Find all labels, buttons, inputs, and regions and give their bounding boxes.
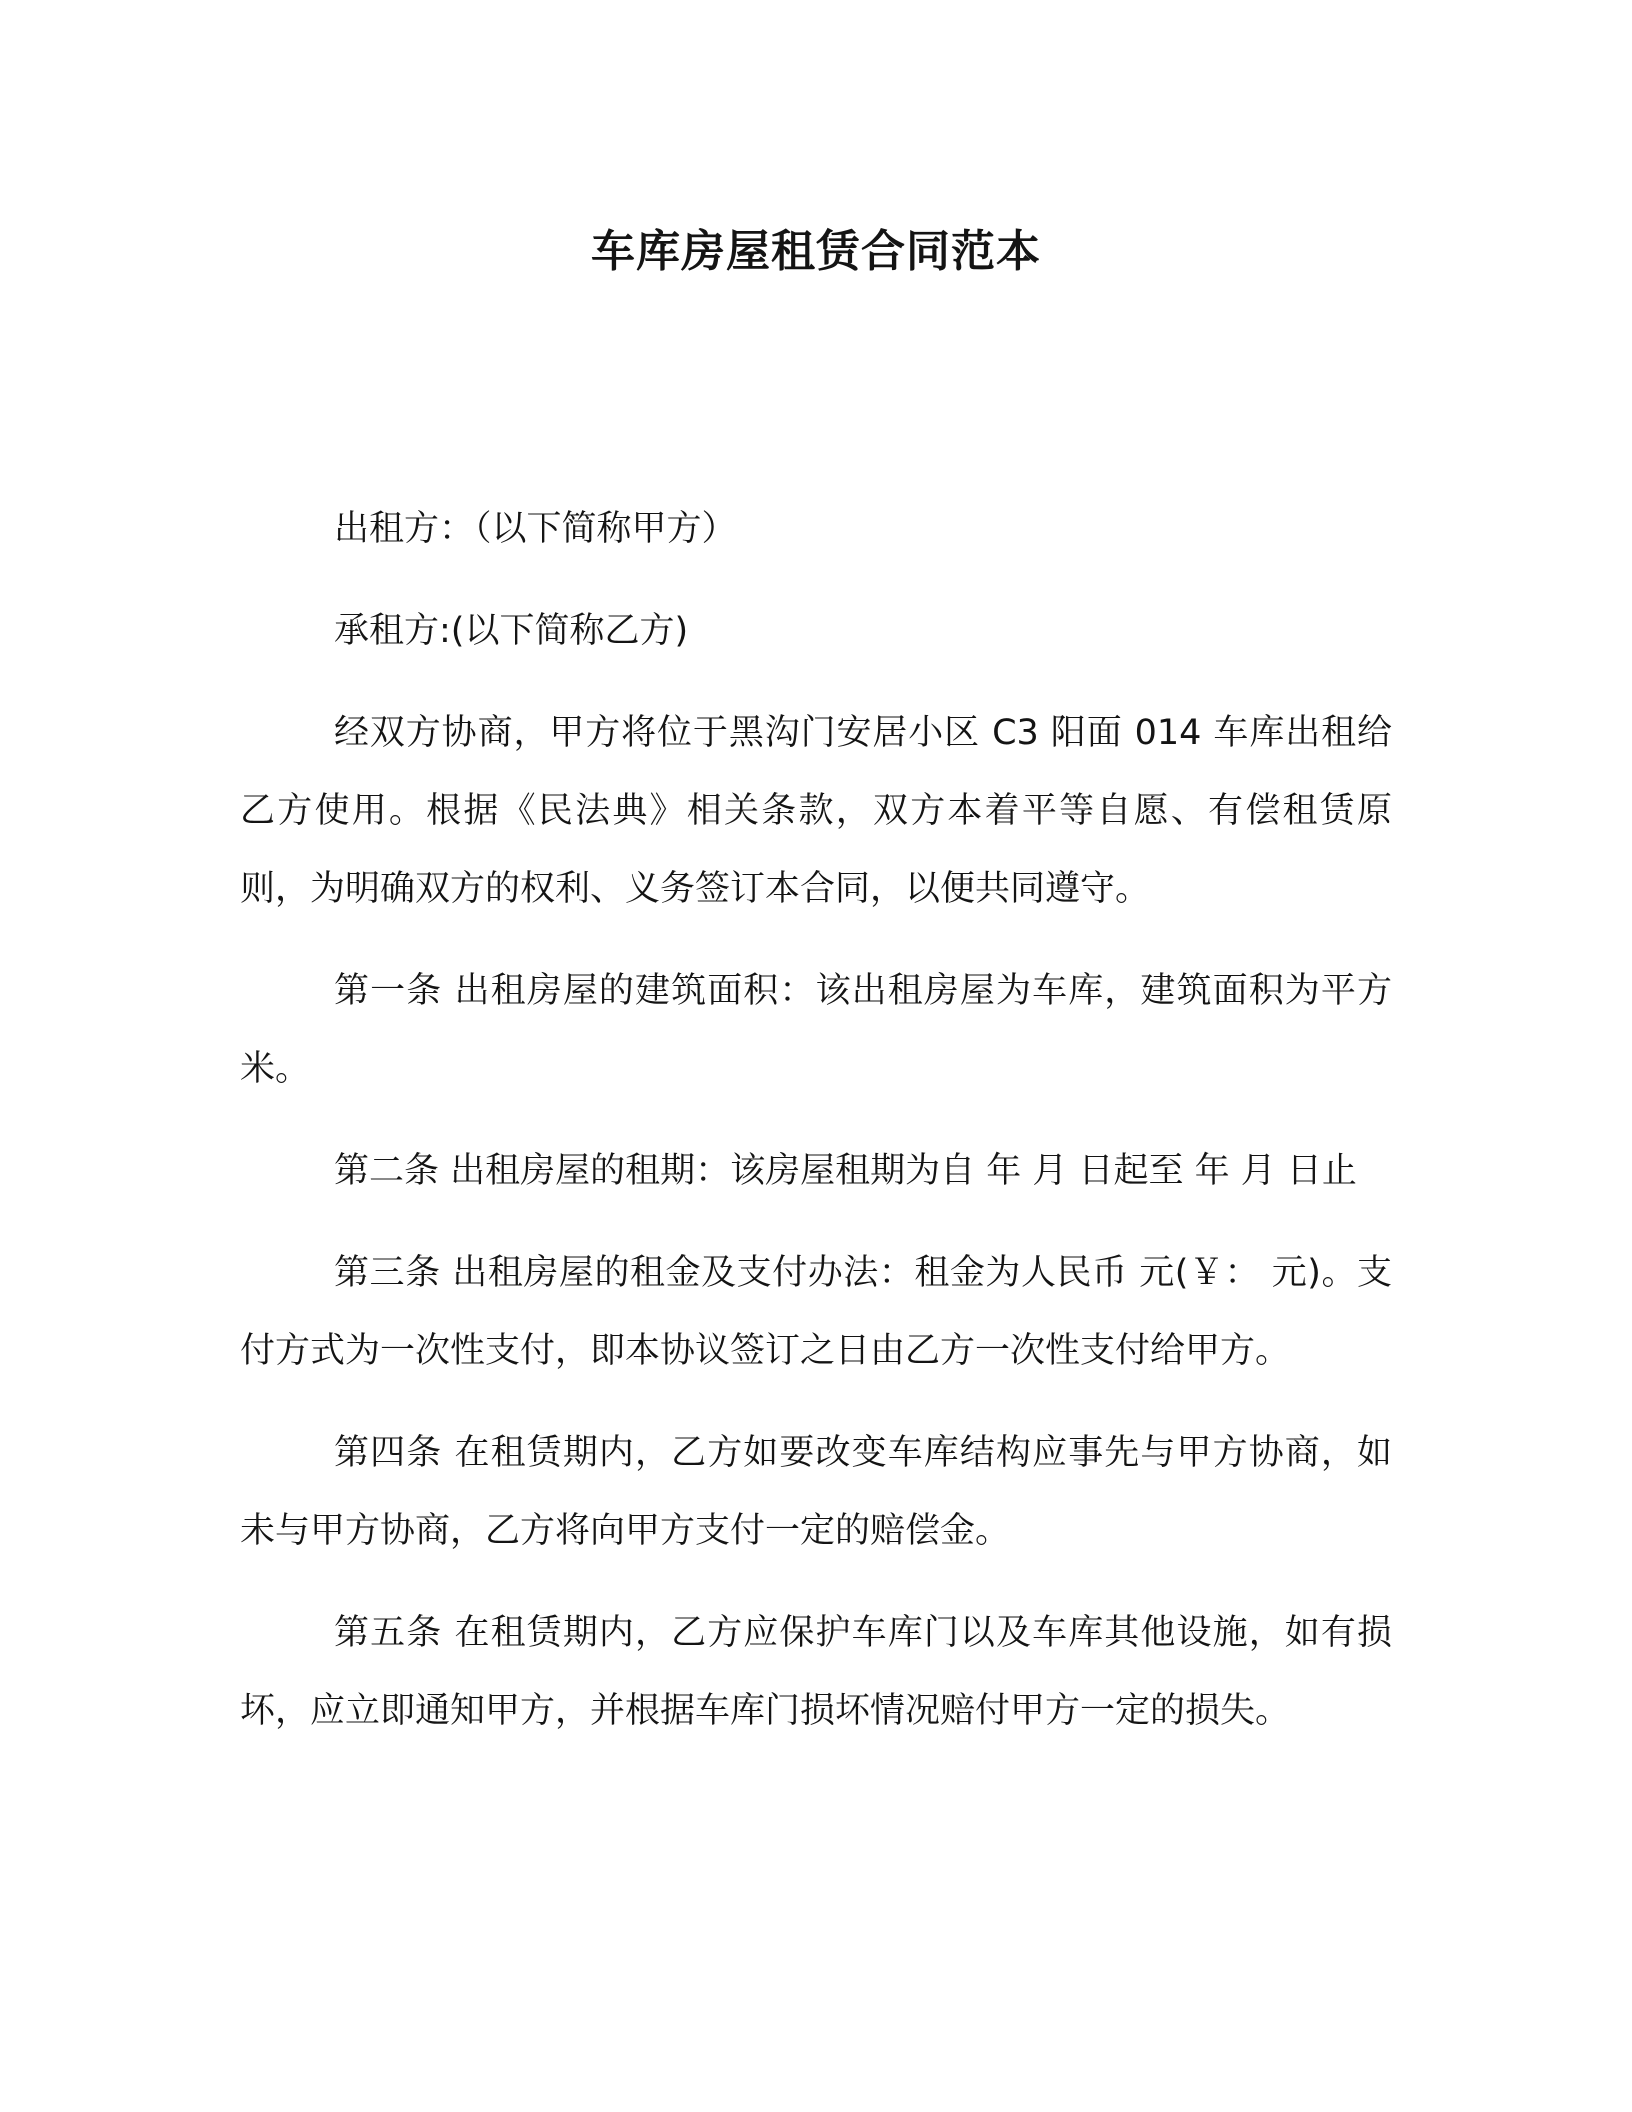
article-1-paragraph: 第一条 出租房屋的建筑面积：该出租房屋为车库，建筑面积为平方米。: [240, 971, 1392, 1089]
article-5-paragraph: 第五条 在租赁期内，乙方应保护车库门以及车库其他设施，如有损坏，应立即通知甲方，并根据车库门损坏情况赔付甲方一定的损失。: [240, 1613, 1392, 1731]
lessee-line: 承租方:(以下简称乙方): [334, 611, 689, 651]
article-3-paragraph: 第三条 出租房屋的租金及支付办法：租金为人民币 元(￥： 元)。支付方式为一次性支付，即本协议签订之日由乙方一次性支付给甲方。: [240, 1253, 1392, 1371]
article-2-paragraph: 第二条 出租房屋的租期：该房屋租期为自 年 月 日起至 年 月 日止: [334, 1151, 1357, 1191]
article-4-paragraph: 第四条 在租赁期内，乙方如要改变车库结构应事先与甲方协商，如未与甲方协商，乙方将向甲方支付一定的赔偿金。: [240, 1433, 1392, 1551]
lessor-line: 出租方：（以下简称甲方）: [334, 509, 737, 549]
document-title: 车库房屋租赁合同范本: [591, 226, 1041, 277]
document-body: [240, 490, 1392, 1774]
preamble-paragraph: 经双方协商，甲方将位于黑沟门安居小区 C3 阳面 014 车库出租给乙方使用。根据《民法典》相关条款，双方本着平等自愿、有偿租赁原则，为明确双方的权利、义务签订本合同，以便共同遵守。: [240, 713, 1392, 909]
